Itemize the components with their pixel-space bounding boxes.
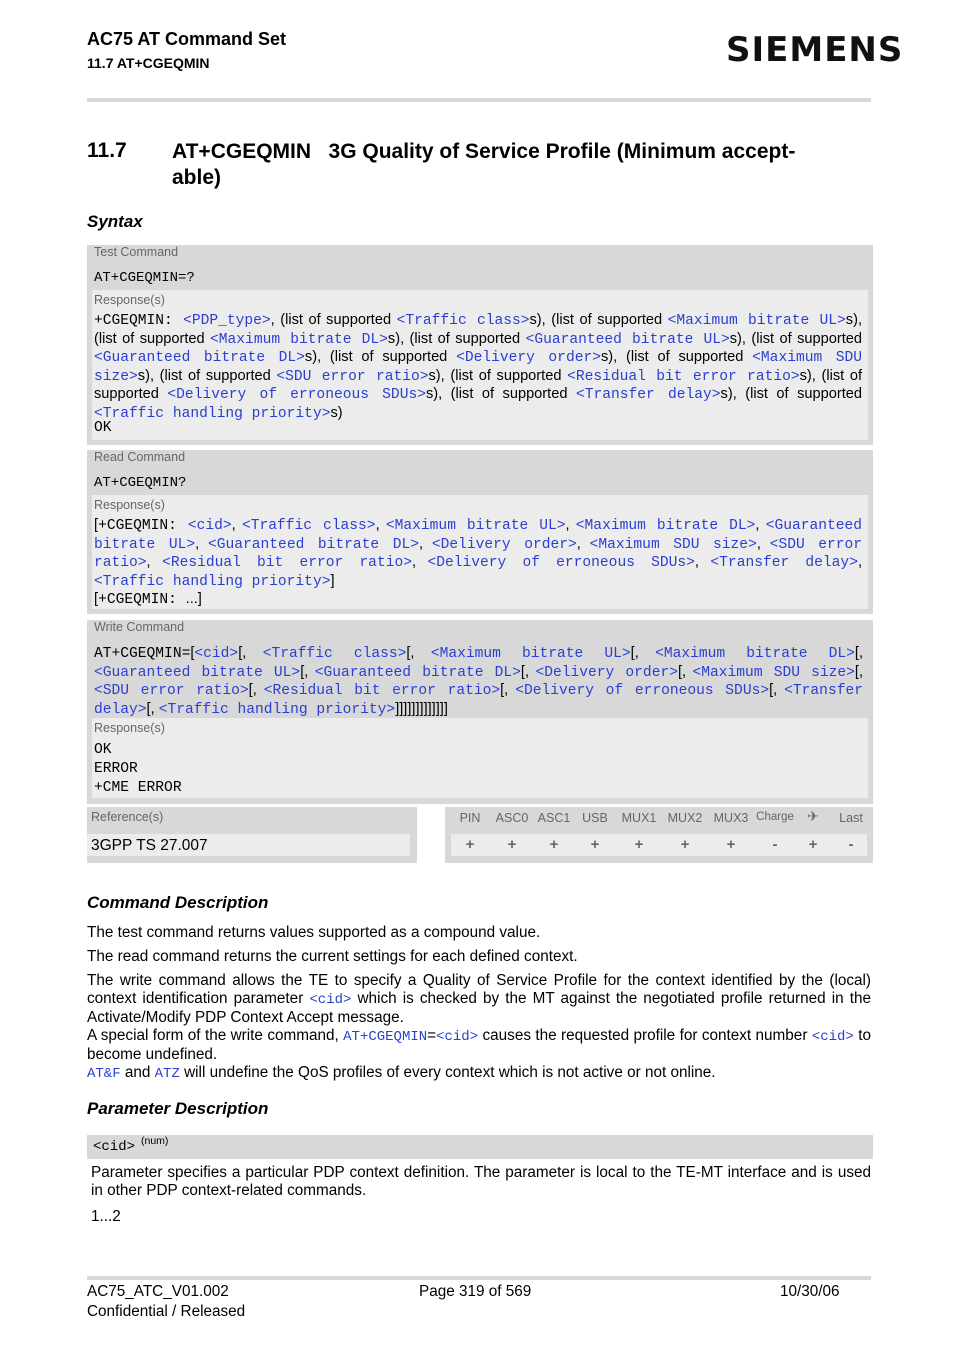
link-max-sdu-size[interactable]: <Maximum SDU size> [589, 536, 757, 553]
flag-value-asc0: + [507, 836, 517, 853]
test-command-syntax: AT+CGEQMIN=? [94, 270, 195, 286]
link-traffic-class[interactable]: <Traffic class> [241, 518, 376, 534]
section-title: AT+CGEQMIN 3G Quality of Service Profile (Minimum accept- able) [172, 140, 796, 189]
link-max-sdu-size[interactable]: <Maximum SDU size> [94, 350, 863, 385]
read-command-box [87, 450, 873, 614]
document-title: AC75 AT Command Set [87, 29, 287, 49]
flag-value-airplane: + [808, 836, 818, 853]
link-residual-ber[interactable]: <Residual bit error ratio> [162, 555, 412, 572]
link-guaranteed-bitrate-ul[interactable]: <Guaranteed bitrate UL> [94, 518, 863, 553]
link-cid[interactable]: <cid> [436, 1028, 479, 1045]
description-test: The test command returns values supported as a compound value. [87, 924, 541, 941]
link-sdu-error-ratio[interactable]: <SDU error ratio> [94, 683, 249, 700]
link-sdu-error-ratio[interactable]: <SDU error ratio> [94, 536, 863, 572]
link-delivery-erroneous[interactable]: <Delivery of erroneous SDUs> [515, 683, 770, 700]
flag-value-asc1: + [549, 836, 559, 853]
link-delivery-order[interactable]: <Delivery order> [431, 536, 577, 553]
link-cid[interactable]: <cid> [194, 646, 239, 662]
test-response-text: +CGEQMIN: <PDP_type>, (list of supported <Traffic class>s), (list of supported <Maximum bitrate UL>s), (list of supported <Maximum bitrate DL>s), (list of supported <Guaranteed bitrate UL>s), (list of supported <Guaranteed bitrate DL>s), (list of supported <Delivery order>s), (list of supported <Maximum SDU size>s), (list of supported <SDU error ratio>s), (list of supported <Residual bit error ratio>s), (list of supported <Delivery of erroneous SDUs>s), (list of supported <Transfer delay>s), (list of supported <Traffic handling priority>s) [94, 312, 863, 422]
link-delivery-erroneous[interactable]: <Delivery of erroneous SDUs> [167, 387, 426, 404]
flag-value-usb: + [590, 836, 600, 853]
link-guaranteed-bitrate-dl[interactable]: <Guaranteed bitrate DL> [94, 350, 305, 367]
link-max-bitrate-dl[interactable]: <Maximum bitrate DL> [210, 331, 388, 348]
read-command-label: Read Command [94, 450, 186, 464]
flag-value-mux1: + [634, 836, 644, 853]
flag-value-mux2: + [680, 836, 690, 853]
parameter-cid-description: Parameter specifies a particular PDP context definition. The parameter is local to the TE-MT interface and is used in other PDP context-related commands. [91, 1164, 871, 1199]
syntax-heading: Syntax [87, 212, 143, 231]
write-response-box [92, 718, 868, 798]
test-response-ok: OK [94, 420, 112, 436]
parameter-cid-name: <cid> [93, 1139, 136, 1155]
footer-date: 10/30/06 [780, 1283, 840, 1300]
flag-header-asc0: ASC0 [495, 811, 529, 825]
footer-page-number: Page 319 of 569 [419, 1283, 532, 1300]
footer-status: Confidential / Released [87, 1303, 246, 1320]
link-transfer-delay[interactable]: <Transfer delay> [575, 387, 721, 404]
write-command-box [87, 620, 873, 804]
link-at-cgeqmin[interactable]: AT+CGEQMIN [343, 1028, 428, 1045]
reference-value: 3GPP TS 27.007 [91, 837, 208, 854]
write-response-error: ERROR [94, 761, 138, 777]
read-response-label: Response(s) [94, 498, 165, 512]
flag-value-mux3: + [726, 836, 736, 853]
link-max-bitrate-ul[interactable]: <Maximum bitrate UL> [430, 646, 631, 662]
read-response-box [92, 495, 868, 609]
link-guaranteed-bitrate-dl[interactable]: <Guaranteed bitrate DL> [314, 664, 521, 681]
link-traffic-class[interactable]: <Traffic class> [396, 313, 530, 329]
link-residual-ber[interactable]: <Residual bit error ratio> [263, 683, 501, 700]
link-guaranteed-bitrate-ul[interactable]: <Guaranteed bitrate UL> [94, 664, 301, 681]
parameter-description-heading: Parameter Description [87, 1099, 269, 1118]
link-traffic-handling[interactable]: <Traffic handling priority> [94, 405, 331, 422]
section-number: 11.7 [87, 139, 127, 162]
description-write: The write command allows the TE to specify a Quality of Service Profile for the context identified by the (local) context identification parameter <cid> which is checked by the MT against the negotiated profile returned in the Activate/Modify PDP Context Accept message. A special form of the write command, AT+CGEQMIN=<cid> causes the requested profile for context number <cid> to become undefined. AT&F and ATZ will undefine the QoS profiles of every context which is not active or not online. [87, 972, 871, 1082]
link-max-bitrate-dl[interactable]: <Maximum bitrate DL> [575, 518, 756, 534]
flag-value-charge: - [772, 836, 778, 853]
flag-header-mux2: MUX2 [667, 811, 703, 825]
link-sdu-error-ratio[interactable]: <SDU error ratio> [276, 368, 429, 385]
flag-header-mux1: MUX1 [621, 811, 657, 825]
command-description-heading: Command Description [87, 893, 269, 912]
parameter-cid-range: 1...2 [91, 1208, 121, 1225]
footer-divider [87, 1276, 871, 1280]
footer-doc-id: AC75_ATC_V01.002 [87, 1283, 229, 1300]
link-delivery-erroneous[interactable]: <Delivery of erroneous SDUs> [427, 555, 695, 572]
siemens-logo: SIEMENS [726, 30, 904, 70]
flag-header-usb: USB [582, 811, 608, 825]
write-response-cme-error: +CME ERROR [94, 780, 182, 796]
document-subtitle: 11.7 AT+CGEQMIN [87, 55, 210, 71]
parameter-cid-box [87, 1135, 873, 1159]
flag-value-last: - [848, 836, 854, 853]
link-cid[interactable]: <cid> [187, 518, 232, 534]
flag-header-mux3: MUX3 [713, 811, 749, 825]
description-read: The read command returns the current settings for each defined context. [87, 948, 578, 965]
parameter-cid-type: (num) [141, 1135, 169, 1147]
flag-header-asc1: ASC1 [537, 811, 571, 825]
flag-value-pin: + [465, 836, 475, 853]
link-delivery-order[interactable]: <Delivery order> [535, 664, 678, 681]
write-response-label: Response(s) [94, 721, 165, 735]
link-pdp-type[interactable]: <PDP_type> [183, 313, 271, 329]
link-traffic-handling[interactable]: <Traffic handling priority> [158, 701, 396, 718]
write-response-ok: OK [94, 742, 112, 758]
header-divider [87, 98, 871, 102]
test-command-label: Test Command [94, 245, 179, 259]
link-max-bitrate-ul[interactable]: <Maximum bitrate UL> [667, 313, 846, 329]
airplane-icon: ✈ [807, 808, 819, 824]
link-delivery-order[interactable]: <Delivery order> [456, 350, 601, 367]
read-command-syntax: AT+CGEQMIN? [94, 475, 187, 491]
link-residual-ber[interactable]: <Residual bit error ratio> [567, 368, 800, 385]
link-max-sdu-size[interactable]: <Maximum SDU size> [692, 664, 855, 681]
test-command-box [87, 245, 873, 445]
flag-header-last: Last [839, 811, 863, 825]
link-cid[interactable]: <cid> [811, 1028, 854, 1045]
link-transfer-delay[interactable]: <Transfer delay> [94, 683, 863, 718]
link-atz[interactable]: ATZ [154, 1065, 180, 1082]
link-at-and-f[interactable]: AT&F [87, 1065, 121, 1082]
write-command-label: Write Command [94, 620, 185, 634]
read-response-text: [+CGEQMIN: <cid>, <Traffic class>, <Maximum bitrate UL>, <Maximum bitrate DL>, <Guaranteed bitrate UL>, <Guaranteed bitrate DL>, <Delivery order>, <Maximum SDU size>, <SDU error ratio>, <Residual bit error ratio>, <Delivery of erroneous SDUs>, <Transfer delay>, <Traffic handling priority>] [+CGEQMIN: ...] [94, 517, 863, 609]
link-max-bitrate-dl[interactable]: <Maximum bitrate DL> [655, 646, 855, 662]
flag-header-pin: PIN [459, 811, 481, 825]
link-max-bitrate-ul[interactable]: <Maximum bitrate UL> [385, 518, 566, 534]
test-response-label: Response(s) [94, 293, 165, 307]
write-command-syntax: AT+CGEQMIN=[<cid>[, <Traffic class>[, <Maximum bitrate UL>[, <Maximum bitrate DL>[, <Guaranteed bitrate UL>[, <Guaranteed bitrate DL>[, <Delivery order>[, <Maximum SDU size>[, <SDU error ratio>[, <Residual bit error ratio>[, <Delivery of erroneous SDUs>[, <Transfer delay>[, <Traffic handling priority>]]]]]]]]]]]]] [94, 645, 864, 718]
flags-table [445, 807, 873, 863]
reference-label: Reference(s) [91, 810, 164, 824]
link-traffic-handling[interactable]: <Traffic handling priority> [94, 573, 331, 590]
link-traffic-class[interactable]: <Traffic class> [262, 646, 407, 662]
reference-box [87, 807, 417, 863]
link-guaranteed-bitrate-dl[interactable]: <Guaranteed bitrate DL> [208, 536, 419, 553]
link-transfer-delay[interactable]: <Transfer delay> [710, 555, 858, 572]
flag-header-charge: Charge [756, 811, 794, 823]
link-guaranteed-bitrate-ul[interactable]: <Guaranteed bitrate UL> [525, 331, 730, 348]
link-cid[interactable]: <cid> [309, 991, 352, 1008]
test-response-box [92, 290, 868, 440]
